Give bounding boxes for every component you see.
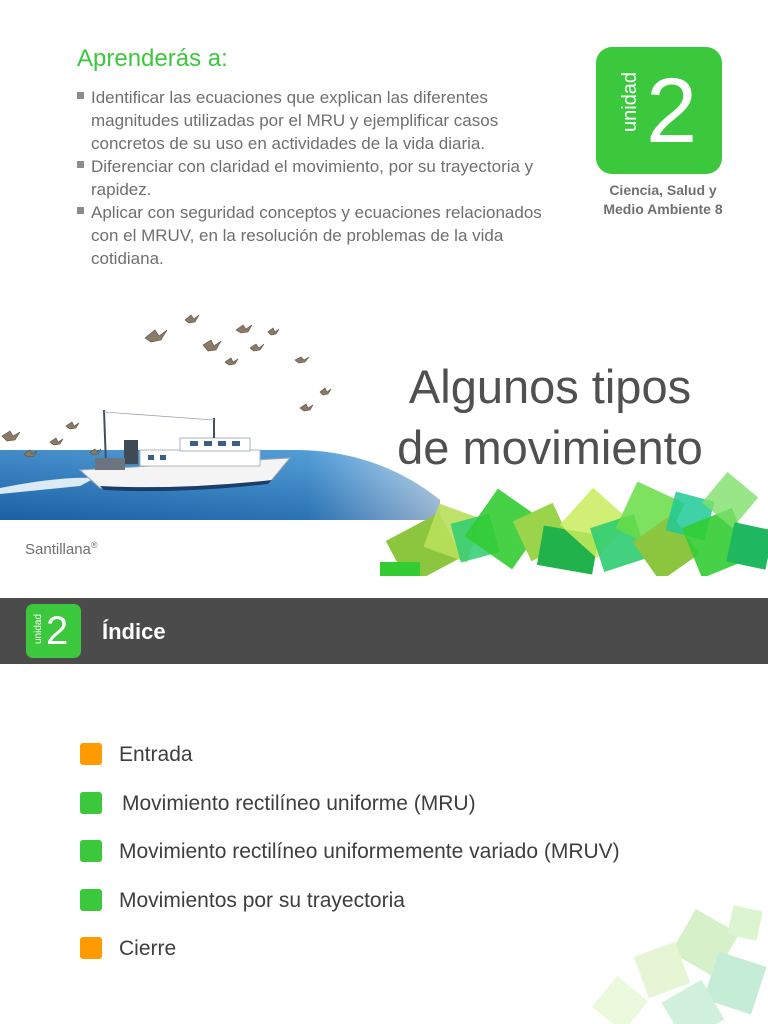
- slide-title-line: de movimiento: [397, 421, 703, 474]
- unit-number: 2: [46, 609, 69, 653]
- registered-mark: ®: [90, 540, 98, 550]
- menu-item-label[interactable]: Movimiento rectilíneo uniforme (MRU): [122, 791, 476, 815]
- menu-item-trayectoria[interactable]: [80, 888, 620, 937]
- slide-title-line: Algunos tipos: [408, 360, 692, 413]
- learn-title: Aprenderás a:: [77, 45, 228, 72]
- index-slide: [0, 598, 768, 1024]
- index-header-bar: [0, 598, 768, 664]
- unit-word: unidad: [33, 613, 44, 644]
- bullet-square-icon: [80, 889, 102, 911]
- bullet-square-icon: [80, 743, 102, 765]
- book-name-line: Medio Ambiente 8: [603, 201, 723, 217]
- objectives-list: [76, 86, 556, 270]
- objective-item: Aplicar con seguridad conceptos y ecuaciones relacionados con el MRUV, en la resolución de problemas de la vida cotidiana.: [76, 201, 556, 270]
- mosaic-decoration: [560, 898, 768, 1024]
- menu-item-label[interactable]: Movimientos por su trayectoria: [119, 888, 405, 912]
- index-title: Índice: [102, 619, 166, 644]
- bullet-square-icon: [80, 937, 102, 959]
- menu-item-entrada[interactable]: [80, 742, 620, 791]
- index-menu: [80, 742, 620, 985]
- bullet-square-icon: [80, 840, 102, 862]
- unit-number: 2: [646, 60, 698, 162]
- unit-badge: [596, 47, 722, 174]
- objective-item: Identificar las ecuaciones que explican las diferentes magnitudes utilizadas por el MRU y ejemplificar casos concretos de su uso en actividades de la vida diaria.: [76, 86, 556, 155]
- slide-title: [360, 356, 740, 478]
- menu-item-mruv[interactable]: [80, 839, 620, 888]
- seagull-icon: [2, 315, 331, 457]
- mosaic-decoration: [380, 470, 768, 576]
- menu-item-label[interactable]: Cierre: [119, 937, 177, 960]
- unit-word: unidad: [619, 71, 641, 132]
- publisher-label: Santillana: [25, 541, 91, 558]
- book-name: [578, 181, 748, 219]
- menu-item-label[interactable]: Movimiento rectilíneo uniformemente variado (MRUV): [119, 840, 620, 863]
- menu-item-mru[interactable]: [80, 791, 620, 840]
- book-name-line: Ciencia, Salud y: [609, 182, 717, 198]
- menu-item-label[interactable]: Entrada: [119, 743, 193, 766]
- publisher-name: [25, 540, 98, 558]
- objective-item: Diferenciar con claridad el movimiento, por su trayectoria y rapidez.: [76, 155, 556, 201]
- bullet-square-icon: [80, 792, 102, 814]
- unit-badge-small: [26, 604, 81, 658]
- menu-item-cierre[interactable]: [80, 936, 620, 985]
